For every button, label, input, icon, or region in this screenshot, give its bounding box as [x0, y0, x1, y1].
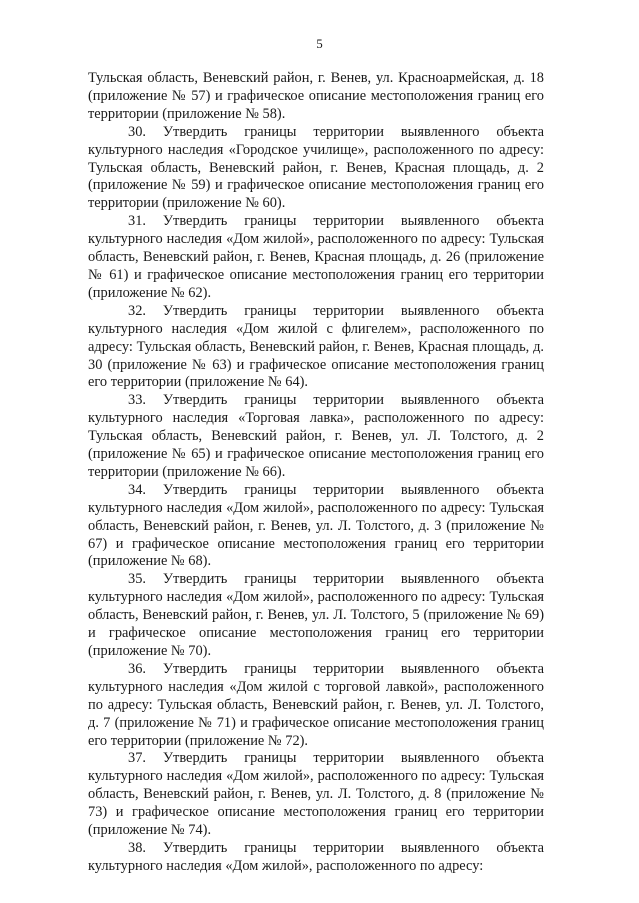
page-number: 5 — [316, 36, 323, 51]
paragraph-item-36: 36. Утвердить границы территории выявленного объекта культурного наследия «Дом жилой с торговой лавкой», расположенного по адресу: Тульская область, Веневский район, г. Венев, ул. Л. Толстого, д. 7 (приложение № 71) и графическое описание местоположения границ его территории (приложение № 72). — [88, 660, 544, 749]
paragraph-item-30: 30. Утвердить границы территории выявленного объекта культурного наследия «Городское училище», расположенного по адресу: Тульская область, Веневский район, г. Венев, Красная площадь, д. 2 (приложение № 59) и графическое описание местоположения границ его территории (приложение № 60). — [88, 123, 544, 212]
paragraph-item-38: 38. Утвердить границы территории выявленного объекта культурного наследия «Дом жилой», расположенного по адресу: — [88, 839, 544, 874]
paragraph-continuation: Тульская область, Веневский район, г. Венев, ул. Красноармейская, д. 18 (приложение № 57) и графическое описание местоположения границ его территории (приложение № 58). — [88, 70, 544, 122]
paragraph-item-37: 37. Утвердить границы территории выявленного объекта культурного наследия «Дом жилой», расположенного по адресу: Тульская область, Веневский район, г. Венев, ул. Л. Толстого, д. 8 (приложение № 73) и графическое описание местоположения границ его территории (приложение № 74). — [88, 750, 544, 839]
paragraph-item-34: 34. Утвердить границы территории выявленного объекта культурного наследия «Дом жилой», расположенного по адресу: Тульская область, Веневский район, г. Венев, ул. Л. Толстого, д. 3 (приложение № 67) и графическое описание местоположения границ его территории (приложение № 68). — [88, 481, 544, 570]
document-body — [88, 70, 544, 876]
paragraph-item-35: 35. Утвердить границы территории выявленного объекта культурного наследия «Дом жилой», расположенного по адресу: Тульская область, Веневский район, г. Венев, ул. Л. Толстого, 5 (приложение № 69) и графическое описание местоположения границ его территории (приложение № 70). — [88, 571, 544, 659]
paragraph-item-32: 32. Утвердить границы территории выявленного объекта культурного наследия «Дом жилой с флигелем», расположенного по адресу: Тульская область, Веневский район, г. Венев, Красная площадь, д. 30 (приложение № 63) и графическое описание местоположения границ его территории (приложение № 64). — [88, 302, 544, 391]
paragraph-item-31: 31. Утвердить границы территории выявленного объекта культурного наследия «Дом жилой», расположенного по адресу: Тульская область, Веневский район, г. Венев, Красная площадь, д. 26 (приложение № 61) и графическое описание местоположения границ его территории (приложение № 62). — [88, 213, 544, 301]
paragraph-item-33: 33. Утвердить границы территории выявленного объекта культурного наследия «Торговая лавка», расположенного по адресу: Тульская область, Веневский район, г. Венев, ул. Л. Толстого, д. 2 (приложение № 65) и графическое описание местоположения границ его территории (приложение № 66). — [88, 392, 544, 480]
